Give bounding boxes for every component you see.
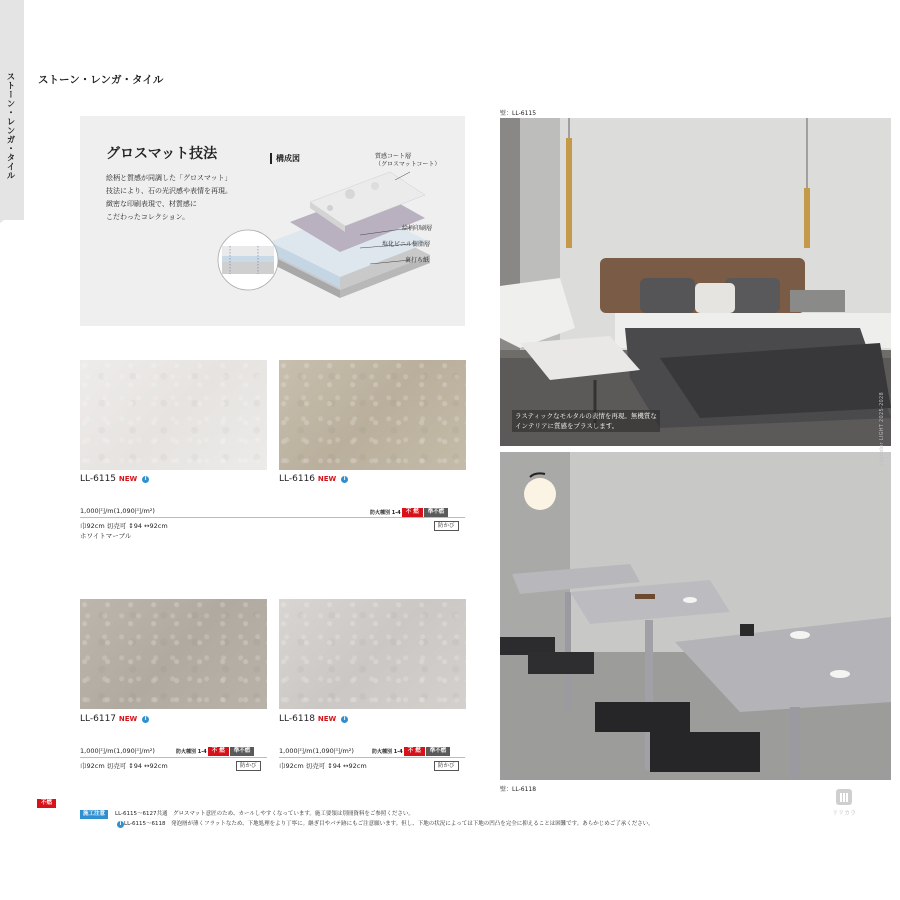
fire-rating-ll-6115 bbox=[370, 508, 448, 517]
side-tab-label: ストーン・レンガ・タイル bbox=[5, 72, 15, 180]
swatch-ll-6116 bbox=[279, 360, 466, 470]
vertical-credit: Lilycolor LIGHT 2025-2028 bbox=[879, 392, 885, 466]
layer-label-backing: 裏打ち紙 bbox=[405, 257, 430, 264]
product-code: LL-6116 bbox=[279, 474, 316, 484]
nonflammable-badge: 不 燃 bbox=[404, 747, 425, 756]
bedroom-illustration bbox=[500, 118, 891, 446]
structure-diagram-label: 構成図 bbox=[270, 153, 300, 164]
construction-caution-tag: 施工注意 bbox=[80, 810, 108, 819]
mold-resistant-badge-ll-6115: 防かび bbox=[434, 521, 459, 531]
info-icon: i bbox=[341, 716, 348, 723]
product-code-ll-6116 bbox=[279, 474, 348, 484]
product-name-ll-6115: ホワイトマーブル bbox=[80, 532, 132, 540]
price-ll-6115: 1,000円/m(1,090円/m²) bbox=[80, 507, 155, 515]
info-icon: i bbox=[142, 476, 149, 483]
new-badge: NEW bbox=[317, 715, 337, 723]
new-badge: NEW bbox=[317, 475, 337, 483]
spec-ll-6117: 巾92cm 切売可 ↕94 ↔92cm bbox=[80, 762, 168, 770]
new-badge: NEW bbox=[118, 715, 138, 723]
fire-rank-text: 防火種別 1-4 bbox=[372, 749, 403, 755]
photo-label-bedroom: 壁：LL-6115 bbox=[500, 110, 537, 117]
bedroom-photo bbox=[500, 118, 891, 446]
product-code-ll-6115 bbox=[80, 474, 149, 484]
mold-resistant-badge-ll-6117: 防かび bbox=[236, 761, 261, 771]
info-icon: i bbox=[341, 476, 348, 483]
product-code: LL-6118 bbox=[279, 714, 316, 724]
construction-note-1: LL-6115～6127共通 グロスマット意匠のため、カールしやすくなっています。施工要領は別冊資料をご参照ください。 bbox=[115, 811, 414, 817]
info-icon: i bbox=[117, 821, 124, 828]
swatch-ll-6115 bbox=[80, 360, 267, 470]
cafe-illustration bbox=[500, 452, 891, 780]
construction-note-2-text: LL-6115～6118 発泡層が薄くフラットなため、下地処理をより丁寧に。継ぎ目やパテ跡にもご注意願います。但し、下地の状況によっては下地の凹凸を完全に抑えることは困難です。あらかじめご了承ください。 bbox=[124, 821, 654, 827]
product-code-ll-6117 bbox=[80, 714, 149, 724]
lilycolor-logo-icon bbox=[831, 788, 857, 818]
technique-description: 絵柄と質感が同調した「グロスマット」 技法により、石の光沢感や表情を再現。 緻密な印刷表現で、材質感に こだわったコレクション。 bbox=[106, 174, 232, 221]
swatch-ll-6118 bbox=[279, 599, 466, 709]
price-ll-6117: 1,000円/m(1,090円/m²) bbox=[80, 747, 155, 755]
semi-nonflammable-badge: 準不燃 bbox=[426, 747, 451, 756]
construction-note-2 bbox=[115, 820, 654, 829]
photo-label-cafe: 壁：LL-6118 bbox=[500, 786, 537, 793]
product-code: LL-6117 bbox=[80, 714, 117, 724]
divider bbox=[279, 757, 465, 758]
cafe-photo bbox=[500, 452, 891, 780]
layer-label-print: 絵柄印刷層 bbox=[402, 225, 433, 232]
product-code: LL-6115 bbox=[80, 474, 117, 484]
nonflammable-mark: 不燃 bbox=[37, 799, 56, 808]
layer-label-vinyl: 塩化ビニル樹脂層 bbox=[382, 241, 431, 248]
spec-ll-6118: 巾92cm 切売可 ↕94 ↔92cm bbox=[279, 762, 367, 770]
semi-nonflammable-badge: 準不燃 bbox=[230, 747, 255, 756]
layer-label-top-coat: 質感コート層 （グロスマットコート） bbox=[375, 153, 441, 168]
nonflammable-badge: 不 燃 bbox=[402, 508, 423, 517]
fire-rating-ll-6117 bbox=[176, 747, 254, 756]
divider bbox=[80, 757, 267, 758]
fire-rating-ll-6118 bbox=[372, 747, 450, 756]
fire-rank-text: 防火種別 1-4 bbox=[370, 510, 401, 516]
bedroom-caption: ラスティックなモルタルの表情を再現。無機質な インテリアに質感をプラスします。 bbox=[512, 410, 660, 432]
new-badge: NEW bbox=[118, 475, 138, 483]
fire-rank-text: 防火種別 1-4 bbox=[176, 749, 207, 755]
product-code-ll-6118 bbox=[279, 714, 348, 724]
spec-ll-6115: 巾92cm 切売可 ↕94 ↔92cm bbox=[80, 522, 168, 530]
mold-resistant-badge-ll-6118: 防かび bbox=[434, 761, 459, 771]
technique-title: グロスマット技法 bbox=[106, 146, 218, 162]
logo-text: リリカラ bbox=[832, 810, 856, 817]
price-ll-6118: 1,000円/m(1,090円/m²) bbox=[279, 747, 354, 755]
swatch-ll-6117 bbox=[80, 599, 267, 709]
info-icon: i bbox=[142, 716, 149, 723]
category-title: ストーン・レンガ・タイル bbox=[38, 74, 164, 86]
semi-nonflammable-badge: 準不燃 bbox=[424, 508, 449, 517]
nonflammable-badge: 不 燃 bbox=[208, 747, 229, 756]
divider bbox=[80, 517, 465, 518]
